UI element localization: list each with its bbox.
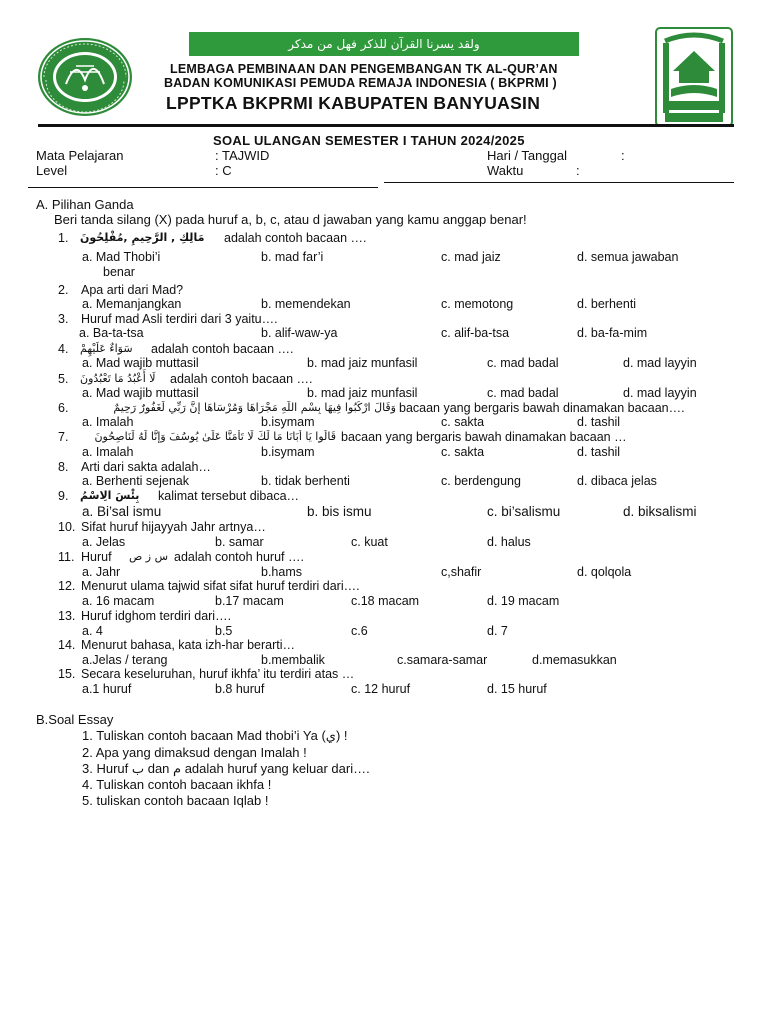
option-c: c. mad badal [487, 386, 559, 400]
option-a: a. Ba-ta-tsa [79, 326, 144, 340]
meta-divider-right [384, 182, 734, 183]
time-value: : [576, 163, 580, 178]
option-a: a. Mad Thobi’i [82, 250, 161, 264]
option-b: b. mad far’i [261, 250, 324, 264]
option-c: c. mad badal [487, 356, 559, 370]
option-a: a. Berhenti sejenak [82, 474, 190, 488]
option-b: b. bis ismu [307, 504, 372, 519]
option-b: b.17 macam [215, 594, 284, 608]
option-c: c. berdengung [441, 474, 521, 488]
header-divider [38, 124, 734, 127]
essay-item: 5. tuliskan contoh bacaan Iqlab ! [82, 793, 269, 808]
question-text: adalah contoh huruf …. [174, 550, 304, 564]
quran-verse-banner: ولقد يسرنا القرآن للذكر فهل من مدكر [189, 32, 579, 56]
option-d: d. biksalismi [623, 504, 697, 519]
question-text: Secara keseluruhan, huruf ikhfa’ itu terdiri atas … [81, 667, 355, 681]
option-a: a. Bi’sal ismu [82, 504, 162, 519]
option-a: a. Mad wajib muttasil [82, 356, 199, 370]
question-number: 4. [58, 342, 69, 356]
option-d: d. semua jawaban [577, 250, 679, 264]
option-a: a. Imalah [82, 415, 134, 429]
question-number: 10. [58, 520, 76, 534]
essay-item: 2. Apa yang dimaksud dengan Imalah ! [82, 745, 307, 760]
question-text: kalimat tersebut dibaca… [158, 489, 300, 503]
question-text: Arti dari sakta adalah… [81, 460, 211, 474]
option-c: c. alif-ba-tsa [441, 326, 510, 340]
question-text: Huruf idghom terdiri dari…. [81, 609, 232, 623]
question-arabic: مَالِكِ , الرَّحِيمِ ,مُفْلِحُونَ [80, 231, 205, 244]
subject-value: : TAJWID [215, 148, 270, 163]
option-b: b. memendekan [261, 297, 351, 311]
question-number: 7. [58, 430, 69, 444]
essay-item: 4. Tuliskan contoh bacaan ikhfa ! [82, 777, 272, 792]
meta-divider-left [28, 187, 378, 188]
question-arabic: قَالُوا يَا أَبَانَا مَا لَكَ لَا تَأْمَنَّا عَلَىٰ يُوسُفَ وَإِنَّا لَهُ لَنَاصِحُونَ [94, 430, 336, 443]
option-a: a. Jelas [82, 535, 126, 549]
question-number: 6. [58, 401, 69, 415]
option-b: b.isymam [261, 445, 315, 459]
option-c: c. kuat [351, 535, 388, 549]
option-d: d.memasukkan [532, 653, 617, 667]
question-text: Apa arti dari Mad? [81, 283, 184, 297]
exam-title: SOAL ULANGAN SEMESTER I TAHUN 2024/2025 [213, 133, 525, 148]
option-d: d. berhenti [577, 297, 637, 311]
option-a: a. 16 macam [82, 594, 155, 608]
question-text-prefix: Huruf [81, 550, 112, 564]
level-label: Level [36, 163, 68, 178]
option-b: b.hams [261, 565, 302, 579]
option-a: a.1 huruf [82, 682, 132, 696]
section-a-title: A. Pilihan Ganda [36, 197, 134, 212]
question-number: 3. [58, 312, 69, 326]
option-c: c.18 macam [351, 594, 420, 608]
option-b: b.isymam [261, 415, 315, 429]
question-text: Menurut bahasa, kata izh-har berarti… [81, 638, 295, 652]
question-number: 15. [58, 667, 76, 681]
option-d: d. mad layyin [623, 386, 697, 400]
option-d: d. 7 [487, 624, 508, 638]
option-b: b. mad jaiz munfasil [307, 356, 418, 370]
question-number: 13. [58, 609, 76, 623]
option-d: d. ba-fa-mim [577, 326, 648, 340]
option-d: d. halus [487, 535, 531, 549]
question-text: adalah contoh bacaan …. [224, 231, 367, 245]
question-number: 2. [58, 283, 69, 297]
option-c: c.samara-samar [397, 653, 488, 667]
date-label: Hari / Tanggal [487, 148, 567, 163]
option-b: b.8 huruf [215, 682, 265, 696]
option-d: d. mad layyin [623, 356, 697, 370]
option-a: a. Jahr [82, 565, 121, 579]
option-b: b. samar [215, 535, 264, 549]
essay-item: 1. Tuliskan contoh bacaan Mad thobi’i Ya (ي) ! [82, 728, 348, 743]
option-c: c. sakta [441, 445, 485, 459]
option-d: d. tashil [577, 445, 621, 459]
option-d: d. tashil [577, 415, 621, 429]
option-b: b.5 [215, 624, 233, 638]
option-a: a. Mad wajib muttasil [82, 386, 199, 400]
option-c: c. sakta [441, 415, 485, 429]
option-a: a. 4 [82, 624, 103, 638]
option-c: c. memotong [441, 297, 514, 311]
option-c: c.6 [351, 624, 368, 638]
question-text: bacaan yang bergaris bawah dinamakan bacaan…. [399, 401, 685, 415]
section-b-title: B.Soal Essay [36, 712, 114, 727]
option-a: a.Jelas / terang [82, 653, 168, 667]
option-c: c. 12 huruf [351, 682, 411, 696]
question-number: 11. [58, 550, 75, 564]
question-arabic: سَوَاءٌ عَلَيْهِمْ [80, 342, 133, 355]
question-text: adalah contoh bacaan …. [151, 342, 294, 356]
option-d: d. 15 huruf [487, 682, 547, 696]
essay-item: 3. Huruf ب dan م adalah huruf yang keluar dari…. [82, 761, 370, 776]
question-arabic: وَقَالَ ارْكَبُوا فِيهَا بِسْمِ اللَّهِ مَجْرَاهَا وَمُرْسَاهَا إِنَّ رَبِّي لَغَفُورٌ رَحِيمٌ [113, 401, 396, 414]
question-text: Huruf mad Asli terdiri dari 3 yaitu…. [81, 312, 278, 326]
question-number: 1. [58, 231, 69, 245]
bkprmi-seal-logo [36, 36, 134, 118]
option-b: b.membalik [261, 653, 325, 667]
option-b: b. tidak berhenti [261, 474, 350, 488]
option-a-continued: benar [103, 265, 135, 279]
option-c: c. bi’salismu [487, 504, 561, 519]
option-a: a. Memanjangkan [82, 297, 182, 311]
subject-label: Mata Pelajaran [36, 148, 124, 163]
question-number: 12. [58, 579, 76, 593]
question-text: adalah contoh bacaan …. [170, 372, 313, 386]
org-name-line2: BADAN KOMUNIKASI PEMUDA REMAJA INDONESIA ( BKPRMI ) [164, 76, 557, 90]
level-value: : C [215, 163, 232, 178]
question-text: Sifat huruf hijayyah Jahr artnya… [81, 520, 266, 534]
lpptka-tk-alquran-logo [655, 27, 733, 127]
option-b: b. alif-waw-ya [261, 326, 338, 340]
time-label: Waktu [487, 163, 524, 178]
question-number: 9. [58, 489, 69, 503]
question-arabic: لَا أَعْبُدُ مَا تَعْبُدُونَ [80, 372, 156, 385]
option-d: d. 19 macam [487, 594, 560, 608]
question-number: 14. [58, 638, 76, 652]
question-number: 5. [58, 372, 69, 386]
question-arabic: بِئْسَ الِاسْمُ [80, 489, 140, 502]
option-d: d. dibaca jelas [577, 474, 657, 488]
option-d: d. qolqola [577, 565, 632, 579]
option-c: c,shafir [441, 565, 482, 579]
question-text: bacaan yang bergaris bawah dinamakan bacaan … [341, 430, 627, 444]
option-b: b. mad jaiz munfasil [307, 386, 418, 400]
section-a-instruction: Beri tanda silang (X) pada huruf a, b, c, atau d jawaban yang kamu anggap benar! [54, 212, 527, 227]
question-arabic: س ز ص [129, 550, 169, 563]
org-name-line3: LPPTKA BKPRMI KABUPATEN BANYUASIN [166, 93, 541, 113]
date-value: : [621, 148, 625, 163]
org-name-line1: LEMBAGA PEMBINAAN DAN PENGEMBANGAN TK AL-QUR’AN [170, 62, 558, 76]
question-number: 8. [58, 460, 69, 474]
option-a: a. Imalah [82, 445, 134, 459]
question-text: Menurut ulama tajwid sifat sifat huruf terdiri dari…. [81, 579, 360, 593]
option-c: c. mad jaiz [441, 250, 501, 264]
